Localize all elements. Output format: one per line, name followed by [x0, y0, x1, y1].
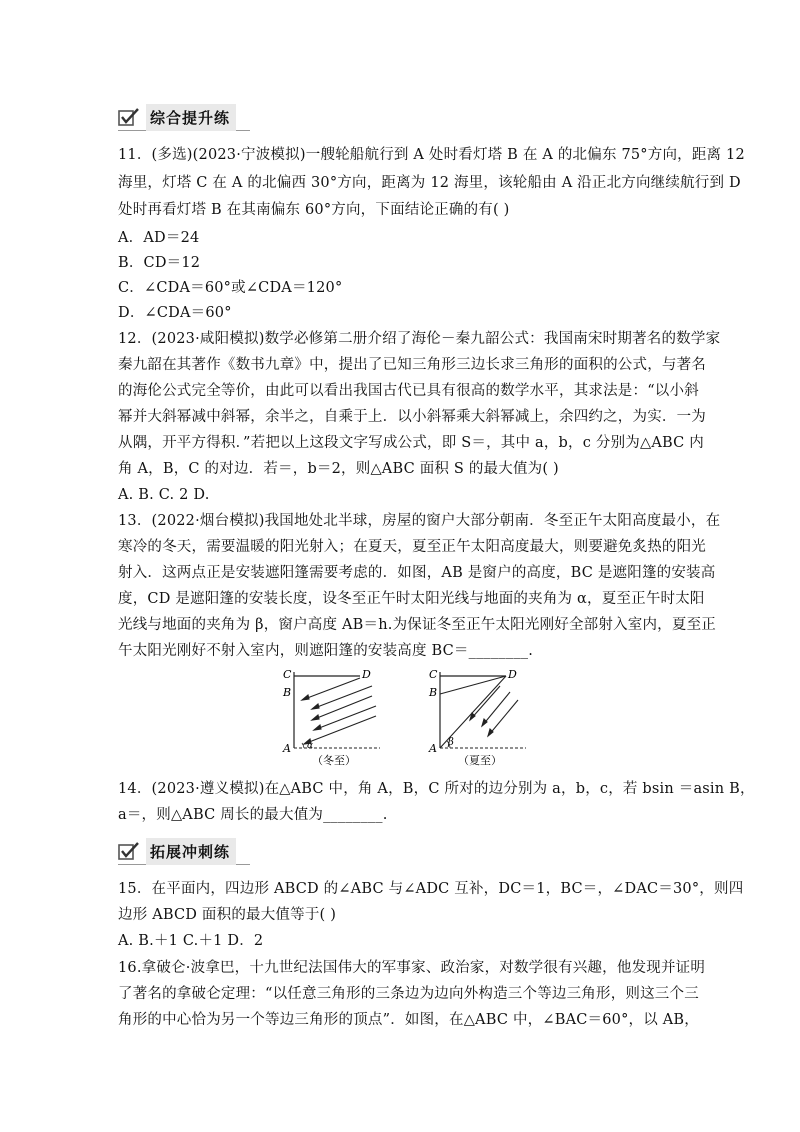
angle-label: α	[307, 741, 314, 751]
text-line: a＝，则△ABC 周长的最大值为________.	[118, 807, 388, 823]
label-b: B	[283, 686, 292, 699]
option-line: A. B. C. 2 D.	[118, 487, 210, 503]
section-header-extension	[118, 838, 250, 865]
option-line: C．∠CDA＝60°或∠CDA＝120°	[118, 280, 343, 296]
text-line: 幂并大斜幂减中斜幂，余半之，自乘于上．以小斜幂乘大斜幂减上，余四约之，为实．一为	[118, 409, 706, 425]
label-b: B	[429, 686, 438, 699]
text-line: 12．(2023·咸阳模拟)数学必修第二册介绍了海伦－秦九韶公式：我国南宋时期著名的数学家	[118, 331, 721, 347]
section-title: 综合提升练	[146, 104, 236, 131]
text-line: 14．(2023·遵义模拟)在△ABC 中，角 A，B，C 所对的边分别为 a，b，c，若 bsin ＝asin B，	[118, 781, 755, 797]
label-c: C	[429, 668, 438, 681]
section-title: 拓展冲刺练	[146, 838, 236, 865]
checkbox-icon	[118, 841, 140, 861]
text-line: 处时再看灯塔 B 在其南偏东 60°方向，下面结论正确的有( )	[118, 202, 510, 218]
label-a: A	[283, 742, 291, 755]
option-line: D．∠CDA＝60°	[118, 305, 232, 321]
label-d: D	[508, 668, 517, 681]
text-line: 射入．这两点正是安装遮阳篷需要考虑的．如图，AB 是窗户的高度，BC 是遮阳篷的安装高	[118, 565, 716, 581]
text-line: 寒冷的冬天，需要温暖的阳光射入；在夏天，夏至正午太阳高度最大，则要避免炙热的阳光	[118, 539, 706, 555]
text-line: 海里，灯塔 C 在 A 的北偏西 30°方向，距离为 12 海里，该轮船由 A 沿正北方向继续航行到 D	[118, 175, 741, 191]
text-line: 角 A，B，C 的对边．若＝，b＝2，则△ABC 面积 S 的最大值为( )	[118, 461, 559, 477]
label-c: C	[283, 668, 292, 681]
text-line: 16.拿破仑·波拿巴，十九世纪法国伟大的军事家、政治家，对数学很有兴趣，他发现并证明	[118, 960, 706, 976]
text-line: 13．(2022·烟台模拟)我国地处北半球，房屋的窗户大部分朝南．冬至正午太阳高度最小，在	[118, 513, 721, 529]
text-line: 15．在平面内，四边形 ABCD 的∠ABC 与∠ADC 互补，DC＝1，BC＝，∠DAC＝30°，则四	[118, 881, 744, 897]
figure-winter-solstice	[280, 664, 390, 768]
label-d: D	[362, 668, 371, 681]
figure-caption: （夏至）	[458, 754, 502, 767]
text-line: 边形 ABCD 面积的最大值等于( )	[118, 907, 337, 923]
figure-summer-solstice	[426, 664, 536, 768]
text-line: 11．(多选)(2023·宁波模拟)一艘轮船航行到 A 处时看灯塔 B 在 A 的北偏东 75°方向，距离 12	[118, 147, 745, 163]
option-line: B．CD＝12	[118, 255, 201, 271]
option-line: A. B.＋1 C.＋1 D．2	[118, 933, 264, 949]
text-line: 从隅，开平方得积．”若把以上这段文字写成公式，即 S＝，其中 a，b，c 分别为△ABC 内	[118, 435, 704, 451]
label-a: A	[429, 742, 437, 755]
checkbox-icon	[118, 107, 140, 127]
angle-label: β	[448, 737, 454, 748]
text-line: 度，CD 是遮阳篷的安装长度，设冬至正午时太阳光线与地面的夹角为 α，夏至正午时太阳	[118, 591, 705, 607]
text-line: 的海伦公式完全等价，由此可以看出我国古代已具有很高的数学水平，其求法是：“以小斜	[118, 383, 699, 399]
section-header-comprehensive	[118, 104, 250, 131]
text-line: 角形的中心恰为另一个等边三角形的顶点”．如图，在△ABC 中，∠BAC＝60°，以 AB，	[118, 1012, 699, 1028]
option-line: A．AD＝24	[118, 230, 200, 246]
text-line: 秦九韶在其著作《数书九章》中，提出了已知三角形三边长求三角形的面积的公式，与著名	[118, 357, 706, 373]
text-line: 午太阳光刚好不射入室内，则遮阳篷的安装高度 BC＝________.	[118, 643, 534, 659]
figure-caption: （冬至）	[312, 754, 356, 767]
text-line: 光线与地面的夹角为 β，窗户高度 AB＝h.为保证冬至正午太阳光刚好全部射入室内，夏至正	[118, 617, 716, 633]
text-line: 了著名的拿破仑定理：“以任意三角形的三条边为边向外构造三个等边三角形，则这三个三	[118, 986, 699, 1002]
